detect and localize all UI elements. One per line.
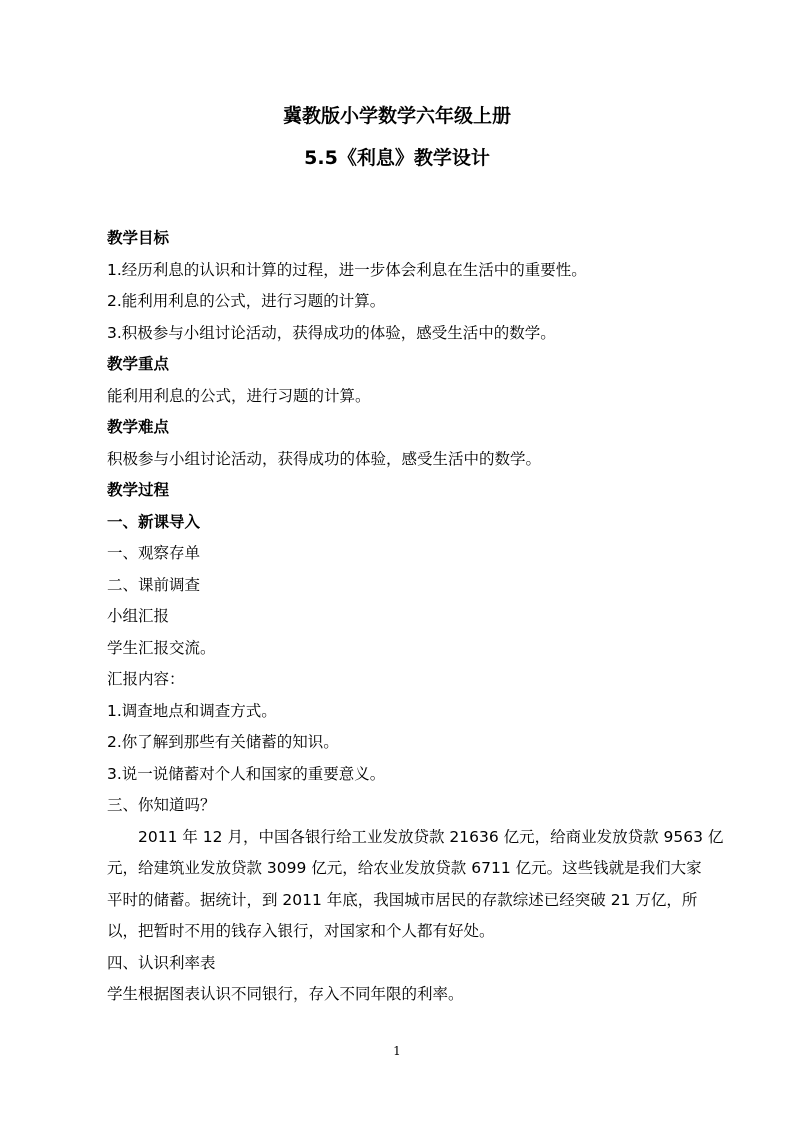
document-subtitle: 5.5《利息》教学设计 [304,147,490,169]
paragraph-line-2: 元，给建筑业发放贷款 3099 亿元，给农业发放贷款 6711 亿元。这些钱就是我们大家 [107,859,702,877]
paragraph-line-4: 以，把暂时不用的钱存入银行，对国家和个人都有好处。 [107,922,495,940]
group-report: 小组汇报 [107,607,170,625]
report-item-3: 3.说一说储蓄对个人和国家的重要意义。 [107,765,386,783]
paragraph-line-3: 平时的储蓄。据统计，到 2011 年底，我国城市居民的存款综述已经突破 21 万亿，所 [107,891,698,909]
key-point-heading: 教学重点 [107,355,170,373]
rate-table-text: 学生根据图表认识不同银行，存入不同年限的利率。 [107,985,464,1003]
step-observe: 一、观察存单 [107,544,201,562]
key-point-text: 能利用利息的公式，进行习题的计算。 [107,387,371,405]
goal-item-2: 2.能利用利息的公式，进行习题的计算。 [107,292,386,310]
step-survey: 二、课前调查 [107,576,201,594]
process-heading: 教学过程 [107,481,170,499]
section-intro-heading: 一、新课导入 [107,513,201,531]
paragraph-line-1: 2011 年 12 月，中国各银行给工业发放贷款 21636 亿元，给商业发放贷款 9563 亿 [138,828,724,846]
difficulty-heading: 教学难点 [107,418,170,436]
report-item-2: 2.你了解到那些有关储蓄的知识。 [107,733,339,751]
student-report: 学生汇报交流。 [107,639,216,657]
goal-item-1: 1.经历利息的认识和计算的过程，进一步体会利息在生活中的重要性。 [107,261,587,279]
goal-item-3: 3.积极参与小组讨论活动，获得成功的体验，感受生活中的数学。 [107,324,556,342]
goals-heading: 教学目标 [107,229,170,247]
page-number: 1 [393,1044,401,1058]
document-title: 冀教版小学数学六年级上册 [282,105,511,127]
report-item-1: 1.调查地点和调查方式。 [107,702,277,720]
difficulty-text: 积极参与小组讨论活动，获得成功的体验，感受生活中的数学。 [107,450,542,468]
did-you-know-heading: 三、你知道吗？ [107,796,216,814]
rate-table-heading: 四、认识利率表 [107,954,216,972]
report-content-label: 汇报内容： [107,670,185,688]
